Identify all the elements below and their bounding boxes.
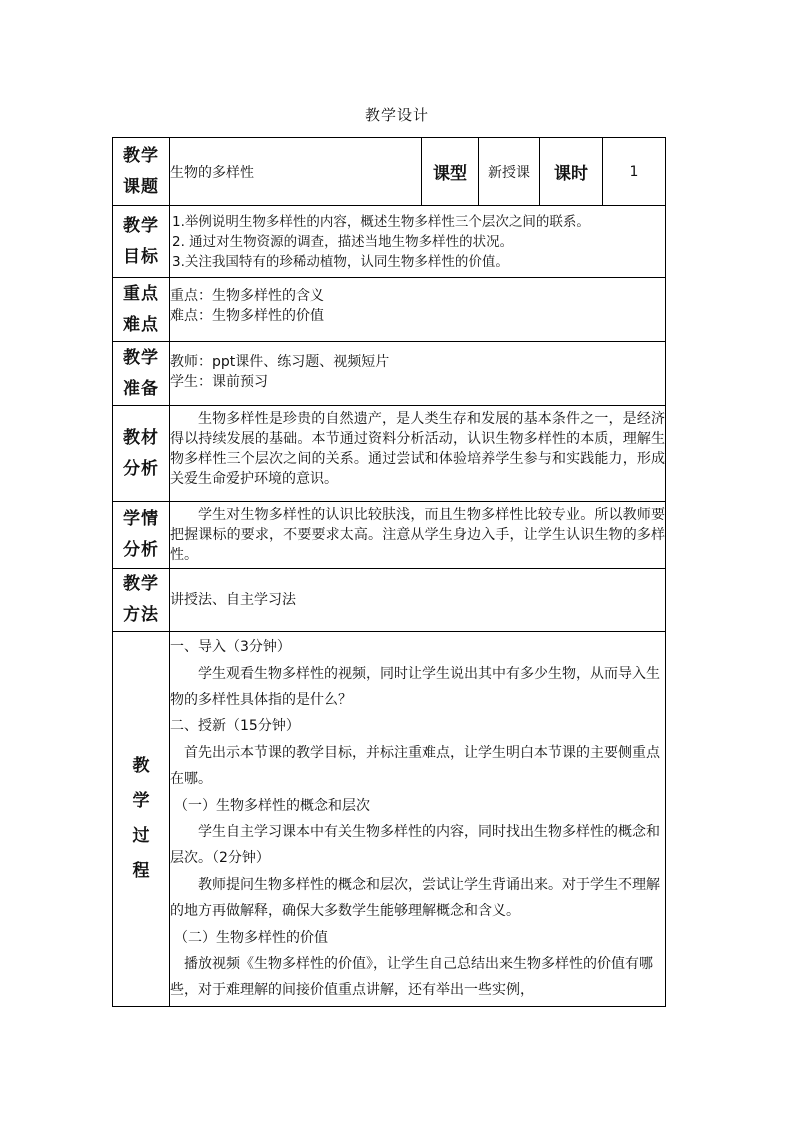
- label-method-line2: 方法: [123, 605, 159, 625]
- student-analysis: 学生对生物多样性的认识比较肤浅，而且生物多样性比较专业。所以教师要把握课标的要求，不要要求太高。注意从学生身边入手，让学生认识生物的多样性。: [170, 502, 666, 569]
- method-content: 讲授法、自主学习法: [170, 569, 666, 632]
- label-goals-line1: 教学: [123, 215, 159, 236]
- label-topic: [113, 138, 170, 206]
- document-title: 教学设计: [364, 106, 429, 124]
- label-process: [113, 632, 170, 1007]
- goal-item: 3.关注我国特有的珍稀动植物，认同生物多样性的价值。: [172, 253, 509, 270]
- label-keypoints: [113, 278, 170, 342]
- label-topic-line2: 课题: [123, 176, 159, 197]
- subsection-heading: （二）生物多样性的价值: [174, 929, 328, 946]
- paragraph: 学生观看生物多样性的视频，同时让学生说出其中有多少生物，从而导入生物的多样性具体指的是什么？: [170, 665, 660, 708]
- row-prep: [113, 342, 666, 406]
- label-method-line1: 教学: [123, 574, 159, 594]
- hours-label: 课时: [540, 138, 603, 206]
- paragraph: 首先出示本节课的教学目标，并标注重难点，让学生明白本节课的主要侧重点在哪。: [170, 744, 660, 788]
- row-topic: [113, 138, 666, 206]
- paragraph: 播放视频《生物多样性的价值》，让学生自己总结出来生物多样性的价值有哪些，对于难理解的间接价值重点讲解，还有举出一些实例，: [170, 956, 653, 999]
- row-goals: [113, 206, 666, 278]
- lesson-plan-table: [112, 137, 666, 1007]
- row-method: [113, 569, 666, 632]
- goal-item: 2. 通过对生物资源的调查，描述当地生物多样性的状况。: [172, 233, 514, 250]
- type-label: 课型: [422, 138, 479, 206]
- label-process-char: 学: [132, 791, 150, 811]
- keypoints-content: [170, 278, 666, 342]
- goals-content: [170, 206, 666, 278]
- label-students: [113, 502, 170, 569]
- row-keypoints: [113, 278, 666, 342]
- subsection-heading: （一）生物多样性的概念和层次: [174, 797, 370, 814]
- label-material-line2: 分析: [123, 458, 159, 479]
- label-prep-line1: 教学: [123, 347, 159, 368]
- label-process-char: 程: [132, 861, 150, 881]
- section-heading: 一、导入（3分钟）: [170, 639, 291, 656]
- type-value: 新授课: [479, 138, 540, 206]
- label-prep-line2: 准备: [123, 378, 159, 399]
- label-goals: [113, 206, 170, 278]
- process-content: [170, 632, 666, 1007]
- label-students-line2: 分析: [123, 540, 159, 560]
- label-process-char: 教: [132, 756, 150, 776]
- label-material: [113, 406, 170, 502]
- paragraph: 教师提问生物多样性的概念和层次，尝试让学生背诵出来。对于学生不理解的地方再做解释，确保大多数学生能够理解概念和含义。: [170, 876, 660, 920]
- label-method: [113, 569, 170, 632]
- label-students-line1: 学情: [123, 509, 159, 529]
- paragraph: 学生自主学习课本中有关生物多样性的内容，同时找出生物多样性的概念和层次。（2分钟）: [170, 824, 660, 867]
- prep-content: [170, 342, 666, 406]
- row-process: [113, 632, 666, 1007]
- row-students: [113, 502, 666, 569]
- hours-value: 1: [603, 138, 666, 206]
- label-keypoints-line1: 重点: [123, 283, 159, 304]
- keypoint-item: 重点：生物多样性的含义: [170, 288, 324, 304]
- label-material-line1: 教材: [123, 427, 159, 448]
- label-goals-line2: 目标: [123, 246, 159, 267]
- label-keypoints-line2: 难点: [123, 314, 159, 335]
- material-analysis: 生物多样性是珍贵的自然遗产，是人类生存和发展的基本条件之一，是经济得以持续发展的基础。本节通过资料分析活动，认识生物多样性的本质，理解生物多样性三个层次之间的关系。通过尝试和体验培养学生参与和实践能力，形成关爱生命爱护环境的意识。: [170, 406, 666, 502]
- label-process-char: 过: [132, 826, 150, 846]
- teacher-prep: 教师：ppt课件、练习题、视频短片: [170, 354, 390, 370]
- row-material: [113, 406, 666, 502]
- goal-item: 1.举例说明生物多样性的内容，概述生物多样性三个层次之间的联系。: [172, 213, 590, 230]
- topic-value: 生物的多样性: [170, 138, 422, 206]
- label-topic-line1: 教学: [123, 145, 159, 166]
- label-prep: [113, 342, 170, 406]
- student-prep: 学生：课前预习: [170, 374, 268, 390]
- difficulty-item: 难点：生物多样性的价值: [170, 308, 324, 324]
- section-heading: 二、授新（15分钟）: [170, 718, 300, 735]
